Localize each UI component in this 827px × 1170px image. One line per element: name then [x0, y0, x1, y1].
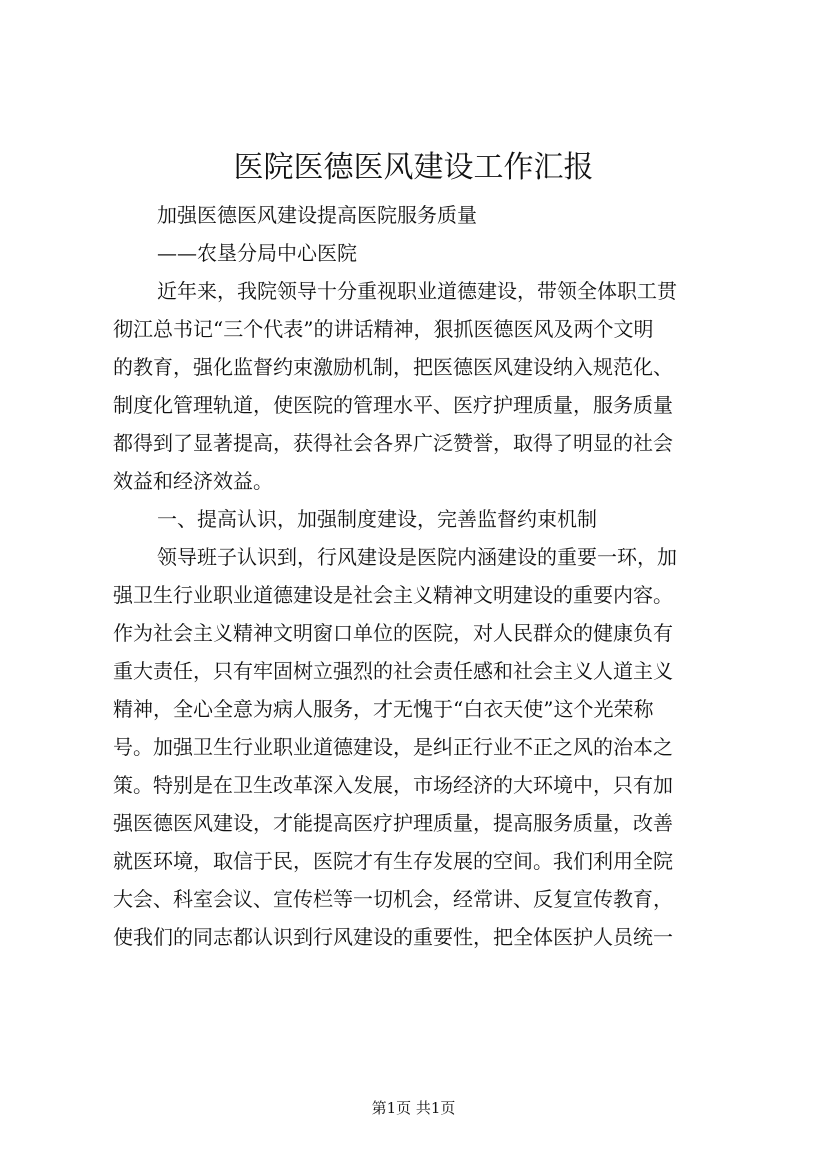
author-line: ——农垦分局中心医院 — [157, 241, 357, 265]
text-line: 精神，全心全意为病人服务，才无愧于“白衣天使”这个光荣称 — [113, 697, 654, 721]
page-title: 医院医德医风建设工作汇报 — [233, 150, 594, 185]
text-line: 都得到了显著提高，获得社会各界广泛赞誉，取得了明显的社会 — [113, 431, 673, 455]
page-footer: 第1页 共1页 — [371, 1099, 456, 1117]
subtitle-line: 加强医德医风建设提高医院服务质量 — [157, 203, 477, 227]
text-line: 使我们的同志都认识到行风建设的重要性，把全体医护人员统一 — [113, 925, 673, 949]
text-line: 强医德医风建设，才能提高医疗护理质量，提高服务质量，改善 — [113, 811, 673, 835]
text-line: 号。加强卫生行业职业道德建设，是纠正行业不正之风的治本之 — [113, 735, 673, 759]
text-line: 领导班子认识到，行风建设是医院内涵建设的重要一环，加 — [157, 545, 677, 569]
text-line: 近年来，我院领导十分重视职业道德建设，带领全体职工贯 — [157, 279, 677, 303]
text-line: 作为社会主义精神文明窗口单位的医院，对人民群众的健康负有 — [113, 621, 673, 645]
text-line: 大会、科室会议、宣传栏等一切机会，经常讲、反复宣传教育， — [113, 887, 673, 911]
document-body — [113, 196, 719, 956]
text-line: 重大责任，只有牢固树立强烈的社会责任感和社会主义人道主义 — [113, 659, 673, 683]
text-line: 制度化管理轨道，使医院的管理水平、医疗护理质量，服务质量 — [113, 393, 673, 417]
text-line: 的教育，强化监督约束激励机制，把医德医风建设纳入规范化、 — [113, 355, 673, 379]
text-line: 强卫生行业职业道德建设是社会主义精神文明建设的重要内容。 — [113, 583, 673, 607]
section-heading: 一、提高认识，加强制度建设，完善监督约束机制 — [157, 507, 597, 531]
text-line: 策。特别是在卫生改革深入发展，市场经济的大环境中，只有加 — [113, 773, 673, 797]
text-line: 彻江总书记“三个代表”的讲话精神，狠抓医德医风及两个文明 — [113, 317, 654, 341]
text-line: 就医环境，取信于民，医院才有生存发展的空间。我们利用全院 — [113, 849, 673, 873]
text-line: 效益和经济效益。 — [113, 469, 273, 493]
